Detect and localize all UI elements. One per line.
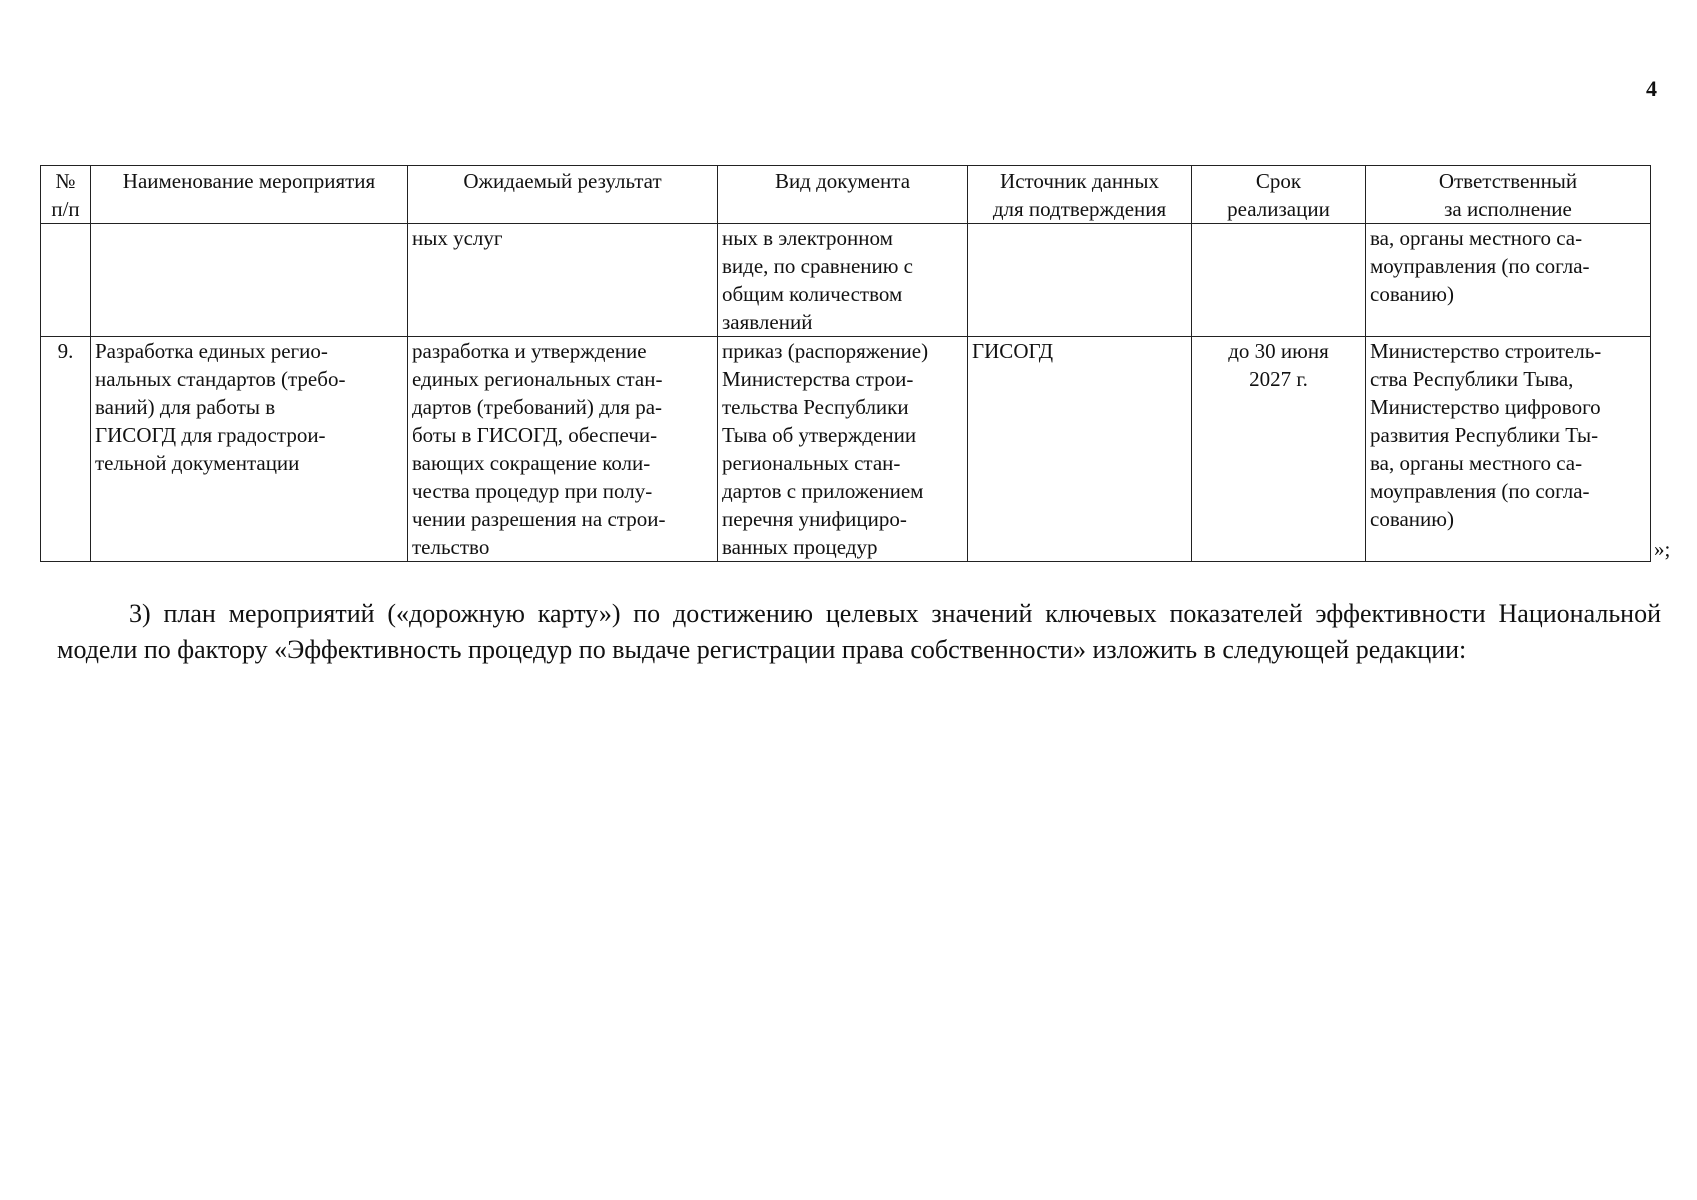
header-doc-type: Вид документа xyxy=(718,166,968,224)
header-source: Источник данных для подтверждения xyxy=(968,166,1192,224)
header-result: Ожидаемый результат xyxy=(408,166,718,224)
table-header-row xyxy=(41,166,1651,224)
cell-responsible: Министерство строитель- ства Республики Тыва, Министерство цифрового развития Республики Ты- ва, органы местного са- моуправления (по согла- сованию) xyxy=(1366,337,1651,562)
cell-responsible: ва, органы местного са- моуправления (по согла- сованию) xyxy=(1366,224,1651,337)
cell-result: ных услуг xyxy=(408,224,718,337)
header-name: Наименование мероприятия xyxy=(91,166,408,224)
header-responsible: Ответственный за исполнение xyxy=(1366,166,1651,224)
closing-quote: »; xyxy=(1654,537,1671,561)
cell-source: ГИСОГД xyxy=(968,337,1192,562)
header-num: № п/п xyxy=(41,166,91,224)
body-paragraph: 3) план мероприятий («дорожную карту») по достижению целевых значений ключевых показателей эффективности Национальной модели по фактору «Эффективность процедур по выдаче регистрации права собственности» изложить в следующей редакции: xyxy=(57,599,1661,664)
table-row xyxy=(41,224,1651,337)
table-row xyxy=(41,337,1651,562)
cell-num xyxy=(41,224,91,337)
cell-term: до 30 июня 2027 г. xyxy=(1192,337,1366,562)
cell-result: разработка и утверждение единых региональных стан- дартов (требований) для ра- боты в ГИСОГД, обеспечи- вающих сокращение коли- чества процедур при полу- чении разрешения на строи- тельство xyxy=(408,337,718,562)
cell-name: Разработка единых регио- нальных стандартов (требо- ваний) для работы в ГИСОГД для градострои- тельной документации xyxy=(91,337,408,562)
cell-name xyxy=(91,224,408,337)
cell-doc-type: приказ (распоряжение) Министерства строи- тельства Республики Тыва об утверждении региональных стан- дартов с приложением перечня унифициро- ванных процедур xyxy=(718,337,968,562)
cell-term xyxy=(1192,224,1366,337)
header-term: Срок реализации xyxy=(1192,166,1366,224)
cell-source xyxy=(968,224,1192,337)
cell-doc-type: ных в электронном виде, по сравнению с общим количеством заявлений xyxy=(718,224,968,337)
roadmap-table xyxy=(40,165,1651,562)
cell-num: 9. xyxy=(41,337,91,562)
page-number: 4 xyxy=(1646,76,1657,101)
